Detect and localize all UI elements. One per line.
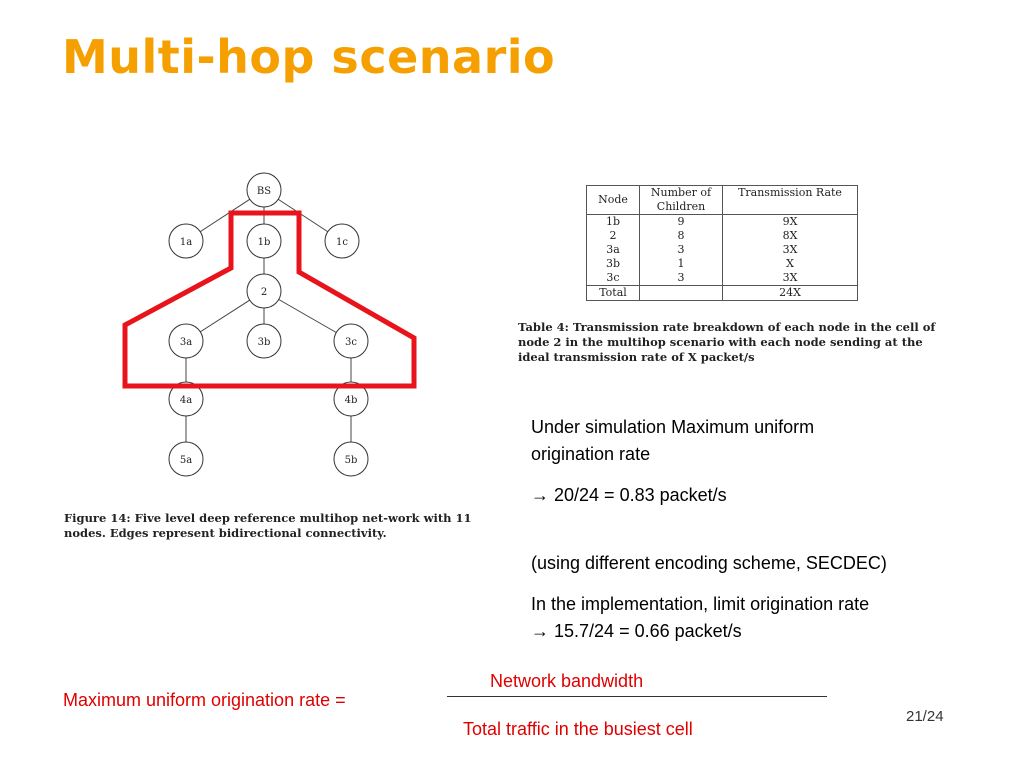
node-label-5a: 5a — [179, 455, 193, 466]
table-row — [587, 215, 858, 230]
column-header: Transmission Rate — [723, 186, 858, 215]
table-row — [587, 271, 858, 286]
sim-rate-line-1: Under simulation Maximum uniform — [531, 417, 815, 437]
node-3b — [247, 324, 281, 358]
node-label-1c: 1c — [336, 237, 348, 248]
node-label-1b: 1b — [257, 237, 271, 248]
table-row — [587, 243, 858, 257]
node-1c — [325, 224, 359, 258]
table-cell: 24X — [723, 286, 858, 301]
node-label-bs: BS — [256, 186, 272, 197]
table-cell: 8 — [640, 229, 723, 243]
sim-rate-result — [531, 482, 727, 509]
node-bs — [247, 173, 281, 207]
node-label-2: 2 — [260, 287, 268, 298]
table-cell: 3X — [723, 243, 858, 257]
transmission-rate-table — [586, 185, 858, 301]
table-cell — [640, 286, 723, 301]
formula-numerator: Network bandwidth — [490, 671, 644, 691]
node-1a — [169, 224, 203, 258]
table-row — [587, 257, 858, 271]
node-5b — [334, 442, 368, 476]
sim-rate-line-2: origination rate — [531, 444, 651, 464]
page-number: 21/24 — [906, 708, 944, 725]
formula-lhs: Maximum uniform origination rate = — [63, 690, 346, 710]
tree-nodes — [169, 173, 368, 476]
table-cell: 3 — [640, 243, 723, 257]
column-header: Node — [587, 186, 640, 215]
node-label-4a: 4a — [179, 395, 193, 406]
impl-rate-result — [531, 618, 742, 645]
node-label-5b: 5b — [344, 455, 358, 466]
node-label-3a: 3a — [179, 337, 193, 348]
node-1b — [247, 224, 281, 258]
node-label-1a: 1a — [179, 237, 193, 248]
node-3a — [169, 324, 203, 358]
table-cell: 3X — [723, 271, 858, 286]
table-cell: 9X — [723, 215, 858, 230]
table-row — [587, 229, 858, 243]
sim-rate-value: 20/24 = 0.83 packet/s — [554, 485, 727, 505]
table-total-row — [587, 286, 858, 301]
table-cell: 2 — [587, 229, 640, 243]
table-cell: 9 — [640, 215, 723, 230]
table-cell: 8X — [723, 229, 858, 243]
figure-caption: Figure 14: Five level deep reference multihop net-work with 11 nodes. Edges represent bidirectional connectivity. — [64, 511, 472, 540]
table-cell: X — [723, 257, 858, 271]
impl-rate-value: 15.7/24 = 0.66 packet/s — [554, 621, 742, 641]
column-header: Number of Children — [640, 186, 723, 215]
node-label-3b: 3b — [257, 337, 271, 348]
table-cell: 3c — [587, 271, 640, 286]
table-caption: Table 4: Transmission rate breakdown of each node in the cell of node 2 in the multihop scenario with each node sending at the ideal transmission rate of X packet/s — [518, 320, 936, 364]
table-cell: 1 — [640, 257, 723, 271]
encoding-note: (using different encoding scheme, SECDEC) — [531, 553, 887, 573]
table-cell: Total — [587, 286, 640, 301]
table-header-row — [587, 186, 858, 215]
slide-title: Multi-hop scenario — [62, 30, 556, 84]
arrow-right-icon: → — [531, 485, 549, 505]
impl-rate-line: In the implementation, limit origination rate — [531, 594, 870, 614]
table-cell: 3b — [587, 257, 640, 271]
node-2 — [247, 274, 281, 308]
table-cell: 3a — [587, 243, 640, 257]
arrow-right-icon: → — [531, 621, 549, 641]
node-5a — [169, 442, 203, 476]
fraction-bar — [447, 696, 827, 697]
node-label-3c: 3c — [345, 337, 357, 348]
multihop-network-figure — [0, 0, 520, 500]
node-label-4b: 4b — [344, 395, 358, 406]
table-cell: 3 — [640, 271, 723, 286]
table-cell: 1b — [587, 215, 640, 230]
formula-denominator: Total traffic in the busiest cell — [463, 719, 693, 739]
node-3c — [334, 324, 368, 358]
